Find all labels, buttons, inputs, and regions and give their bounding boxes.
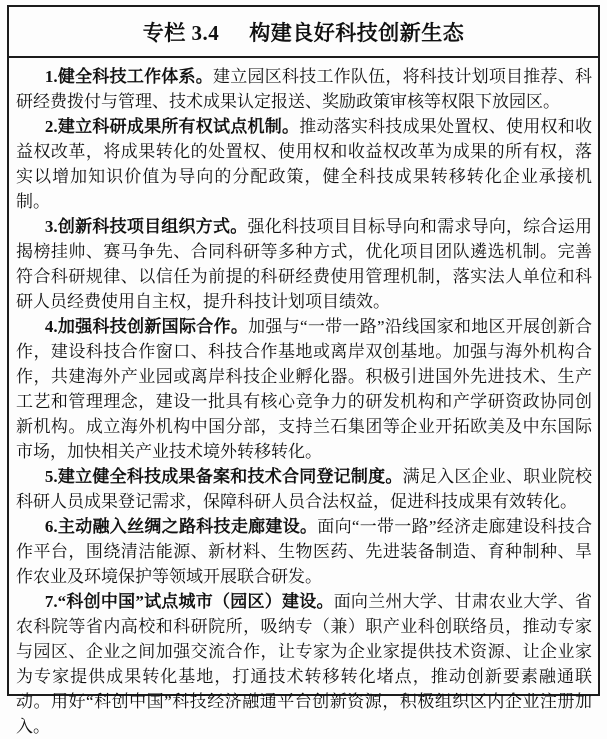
paragraph-7-lead: 7.“科创中国”试点城市（园区）建设。	[44, 592, 334, 611]
paragraph-3	[16, 214, 592, 314]
paragraph-6-text: 面向“一带一路”经济走廊建设科技合作平台，围绕清洁能源、新材料、生物医药、先进装备制造、育种制种、旱作农业及环境保护等领域开展联合研发。	[16, 517, 593, 586]
paragraph-4-lead: 4.加强科技创新国际合作。	[44, 317, 249, 336]
paragraph-7	[16, 589, 592, 739]
paragraph-4-text: 加强与“一带一路”沿线国家和地区开展创新合作，建设科技合作窗口、科技合作基地或离岸双创基地。加强与海外机构合作，共建海外产业园或离岸科技企业孵化器。积极引进国外先进技术、生产工艺和管理理念，建设一批具有核心竞争力的研发机构和产学研资政协同创新机构。成立海外机构中国分部，支持兰石集团等企业开拓欧美及中东国际市场，加快相关产业技术境外转移转化。	[16, 317, 593, 461]
column-title	[9, 7, 598, 58]
paragraph-1-lead: 1.健全科技工作体系。	[44, 67, 214, 86]
column-title-text: 构建良好科技创新生态	[249, 20, 465, 45]
paragraph-2-text: 推动落实科技成果处置权、使用权和收益权改革，将成果转化的处置权、使用权和收益权改革为成果的所有权，落实以增加知识价值为导向的分配政策，健全科技成果转移转化企业承接机制。	[16, 117, 593, 211]
paragraph-5-lead: 5.建立健全科技成果备案和技术合同登记制度。	[44, 467, 403, 486]
paragraph-3-lead: 3.创新科技项目组织方式。	[44, 217, 248, 236]
paragraph-6-lead: 6.主动融入丝绸之路科技走廊建设。	[44, 517, 318, 536]
column-body	[9, 58, 598, 739]
paragraph-2-lead: 2.建立科研成果所有权试点机制。	[44, 117, 300, 136]
paragraph-7-text: 面向兰州大学、甘肃农业大学、省农科院等省内高校和科研院所，吸纳专（兼）职产业科创联络员，推动专家与园区、企业之间加强交流合作，让专家为企业家提供技术资源、让企业家为专家提供成果转化基地，打通技术转移转化堵点，推动创新要素融通联动。用好“科创中国”科技经济融通平台创新资源，积极组织区内企业注册加入。	[16, 592, 593, 736]
column-box	[7, 5, 600, 736]
paragraph-1-text: 建立园区科技工作队伍，将科技计划项目推荐、科研经费拨付与管理、技术成果认定报送、奖励政策审核等权限下放园区。	[16, 67, 593, 111]
paragraph-2	[16, 114, 592, 214]
paragraph-5	[16, 464, 592, 514]
paragraph-5-text: 满足入区企业、职业院校科研人员成果登记需求，保障科研人员合法权益，促进科技成果有效转化。	[16, 467, 593, 511]
paragraph-3-text: 强化科技项目目标导向和需求导向，综合运用揭榜挂帅、赛马争先、合同科研等多种方式，优化项目团队遴选机制。完善符合科研规律、以信任为前提的科研经费使用管理机制，落实法人单位和科研人员经费使用自主权，提升科技计划项目绩效。	[16, 217, 593, 311]
paragraph-6	[16, 514, 592, 589]
paragraph-4	[16, 314, 592, 464]
paragraph-1	[16, 64, 592, 114]
column-title-label: 专栏 3.4	[142, 20, 220, 45]
